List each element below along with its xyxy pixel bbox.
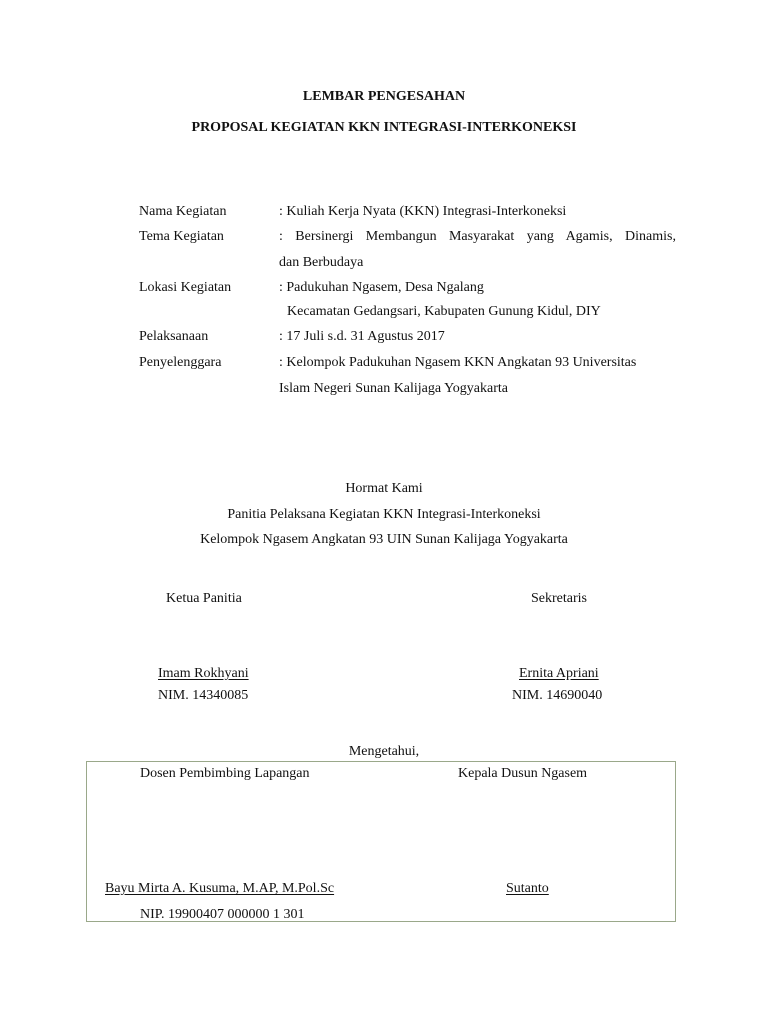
kadus-name: Sutanto <box>506 881 549 896</box>
mengetahui-heading: Mengetahui, <box>348 744 420 759</box>
sekretaris-title: Sekretaris <box>531 591 587 606</box>
pelaksanaan-value: : 17 Juli s.d. 31 Agustus 2017 <box>279 329 445 344</box>
document-title: LEMBAR PENGESAHAN <box>302 89 466 104</box>
ketua-title: Ketua Panitia <box>166 591 242 606</box>
sekretaris-name: Ernita Apriani <box>519 666 599 681</box>
sekretaris-nim: NIM. 14690040 <box>512 688 603 703</box>
tema-kegiatan-value-line1: : Bersinergi Membangun Masyarakat yang Agamis, Dinamis, <box>279 229 676 244</box>
tema-kegiatan-label: Tema Kegiatan <box>139 229 224 244</box>
penyelenggara-value-line2: Islam Negeri Sunan Kalijaga Yogyakarta <box>279 381 508 396</box>
lokasi-kegiatan-value-line1: : Padukuhan Ngasem, Desa Ngalang <box>279 280 484 295</box>
kadus-title: Kepala Dusun Ngasem <box>458 766 588 781</box>
nama-kegiatan-label: Nama Kegiatan <box>139 204 227 219</box>
dosen-title: Dosen Pembimbing Lapangan <box>140 766 310 781</box>
nama-kegiatan-value: : Kuliah Kerja Nyata (KKN) Integrasi-Interkoneksi <box>279 204 567 219</box>
tema-kegiatan-value-line2: dan Berbudaya <box>279 255 364 270</box>
lokasi-kegiatan-value-line2: Kecamatan Gedangsari, Kabupaten Gunung Kidul, DIY <box>287 304 601 319</box>
ketua-nim: NIM. 14340085 <box>158 688 249 703</box>
penyelenggara-label: Penyelenggara <box>139 355 222 370</box>
closing-panitia: Panitia Pelaksana Kegiatan KKN Integrasi-Interkoneksi <box>227 507 541 522</box>
dosen-name: Bayu Mirta A. Kusuma, M.AP, M.Pol.Sc <box>105 881 335 896</box>
pelaksanaan-label: Pelaksanaan <box>139 329 209 344</box>
closing-hormat-kami: Hormat Kami <box>345 481 423 496</box>
ketua-name: Imam Rokhyani <box>158 666 249 681</box>
dosen-nip: NIP. 19900407 000000 1 301 <box>140 907 305 922</box>
lokasi-kegiatan-label: Lokasi Kegiatan <box>139 280 232 295</box>
document-subtitle: PROPOSAL KEGIATAN KKN INTEGRASI-INTERKONEKSI <box>191 120 577 135</box>
closing-kelompok: Kelompok Ngasem Angkatan 93 UIN Sunan Kalijaga Yogyakarta <box>200 532 568 547</box>
penyelenggara-value-line1: : Kelompok Padukuhan Ngasem KKN Angkatan 93 Universitas <box>279 355 637 370</box>
